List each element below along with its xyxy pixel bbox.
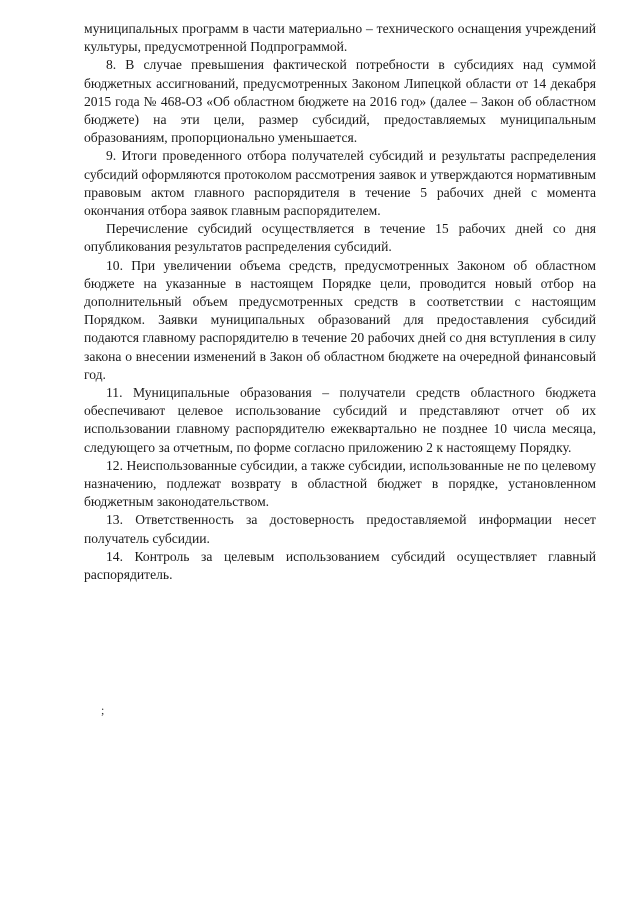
paragraph-continuation: муниципальных программ в части материально – технического оснащения учреждений культуры, предусмотренной Подпрограммой. <box>84 21 596 55</box>
paragraph-item-9: 9. Итоги проведенного отбора получателей субсидий и результаты распределения субсидий оформляются протоколом рассмотрения заявок и утверждаются нормативным правовым актом главного распорядителя в течение 5 рабочих дней с момента окончания отбора заявок главным распорядителем. <box>84 148 596 219</box>
paragraph-item-8: 8. В случае превышения фактической потребности в субсидиях над суммой бюджетных ассигнований, предусмотренных Законом Липецкой области от 14 декабря 2015 года № 468-ОЗ «Об областном бюджете на 2016 год» (далее – Закон об областном бюджете) на эти цели, размер субсидий, предоставляемых муниципальным образованиям, пропорционально уменьшается. <box>84 57 596 146</box>
stray-mark: ; <box>101 703 105 717</box>
paragraph-item-13: 13. Ответственность за достоверность предоставляемой информации несет получатель субсидии. <box>84 512 596 546</box>
paragraph-transfer: Перечисление субсидий осуществляется в течение 15 рабочих дней со дня опубликования результатов распределения субсидий. <box>84 221 596 255</box>
paragraph-item-10: 10. При увеличении объема средств, предусмотренных Законом об областном бюджете на указанные в настоящем Порядке цели, проводится новый отбор на дополнительный объем предусмотренных средств в соответствии с настоящим Порядком. Заявки муниципальных образований для предоставления субсидий подаются главному распорядителю в течение 20 рабочих дней со дня вступления в силу закона о внесении изменений в Закон об областном бюджете на очередной финансовый год. <box>84 257 596 382</box>
paragraph-item-14: 14. Контроль за целевым использованием субсидий осуществляет главный распорядитель. <box>84 548 596 583</box>
paragraph-item-11: 11. Муниципальные образования – получатели средств областного бюджета обеспечивают целевое использование субсидий и представляют отчет об их использовании главному распорядителю ежеквартально не позднее 10 числа месяца, следующего за отчетным, по форме согласно приложению 2 к настоящему Порядку. <box>84 385 596 455</box>
document-body <box>84 20 596 584</box>
paragraph-item-12: 12. Неиспользованные субсидии, а также субсидии, использованные не по целевому назначению, подлежат возврату в областной бюджет в порядке, установленном бюджетным законодательством. <box>84 457 596 510</box>
